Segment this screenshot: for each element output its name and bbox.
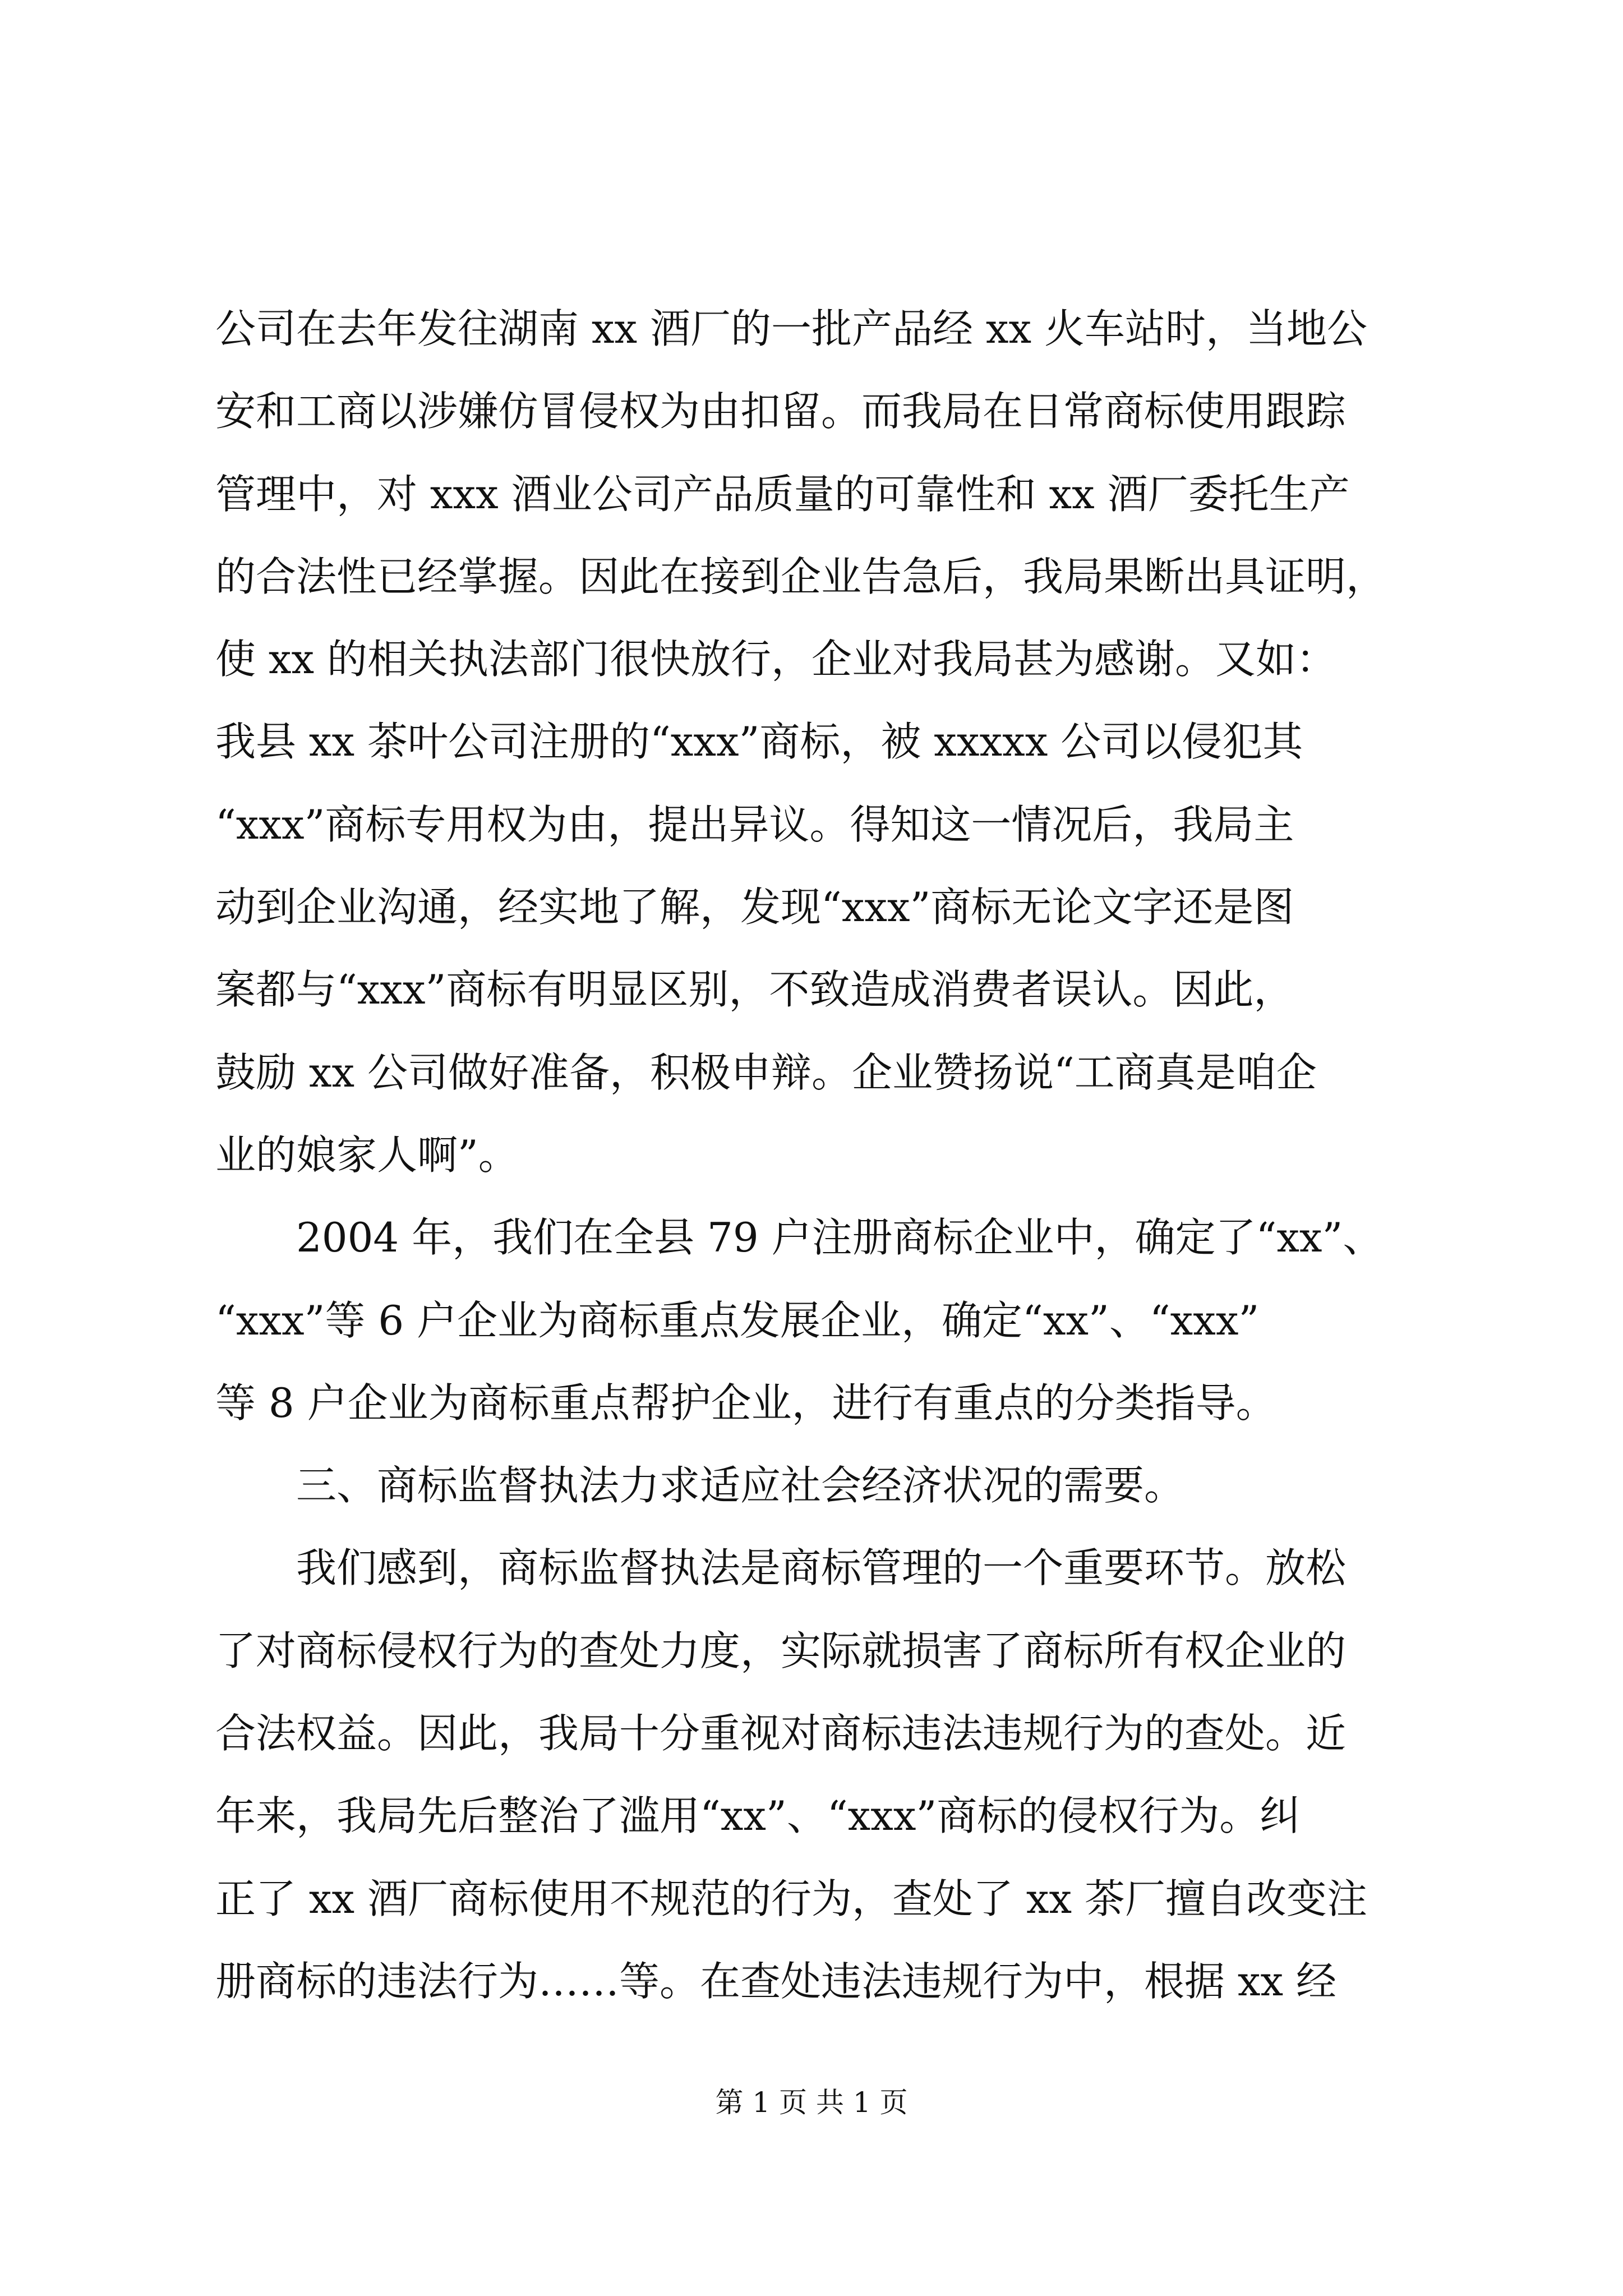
text-line-16: 我们感到，商标监督执法是商标管理的一个重要环节。放松 — [296, 1544, 1347, 1592]
text-line-18: 合法权益。因此，我局十分重视对商标违法违规行为的查处。近 — [215, 1710, 1347, 1757]
text-line-11: 业的娘家人啊”。 — [215, 1131, 519, 1179]
text-line-13: “xxx”等 6 户企业为商标重点发展企业，确定“xx”、“xxx” — [215, 1296, 1260, 1344]
text-line-8: 动到企业沟通，经实地了解，发现“xxx”商标无论文字还是图 — [215, 884, 1294, 931]
text-line-19: 年来，我局先后整治了滥用“xx”、“xxx”商标的侵权行为。纠 — [215, 1792, 1301, 1840]
text-line-6: 我县 xx 茶叶公司注册的“xxx”商标，被 xxxxx 公司以侵犯其 — [215, 718, 1303, 766]
text-line-10: 鼓励 xx 公司做好准备，积极申辩。企业赞扬说“工商真是咱企 — [215, 1048, 1317, 1096]
text-line-14: 等 8 户企业为商标重点帮护企业，进行有重点的分类指导。 — [215, 1379, 1276, 1427]
text-line-4: 的合法性已经掌握。因此在接到企业告急后，我局果断出具证明， — [215, 553, 1387, 600]
text-line-21: 册商标的违法行为……等。在查处违法违规行为中，根据 xx 经 — [215, 1957, 1336, 2005]
body-text — [215, 288, 1427, 2023]
text-line-1: 公司在去年发往湖南 xx 酒厂的一批产品经 xx 火车站时，当地公 — [215, 305, 1367, 352]
text-line-2: 安和工商以涉嫌仿冒侵权为由扣留。而我局在日常商标使用跟踪 — [215, 388, 1347, 435]
text-line-3: 管理中，对 xxx 酒业公司产品质量的可靠性和 xx 酒厂委托生产 — [215, 470, 1350, 518]
text-line-20: 正了 xx 酒厂商标使用不规范的行为，查处了 xx 茶厂擅自改变注 — [215, 1875, 1367, 1922]
text-line-9: 案都与“xxx”商标有明显区别，不致造成消费者误认。因此， — [215, 966, 1294, 1014]
page-number-footer: 第 1 页 共 1 页 — [715, 2086, 908, 2119]
text-line-5: 使 xx 的相关执法部门很快放行，企业对我局甚为感谢。又如： — [215, 636, 1336, 683]
text-line-17: 了对商标侵权行为的查处力度，实际就损害了商标所有权企业的 — [215, 1627, 1347, 1674]
section-heading: 三、商标监督执法力求适应社会经济状况的需要。 — [296, 1462, 1185, 1510]
text-line-7: “xxx”商标专用权为由，提出异议。得知这一情况后，我局主 — [215, 800, 1294, 848]
text-line-12: 2004 年，我们在全县 79 户注册商标企业中，确定了“xx”、 — [296, 1214, 1384, 1262]
